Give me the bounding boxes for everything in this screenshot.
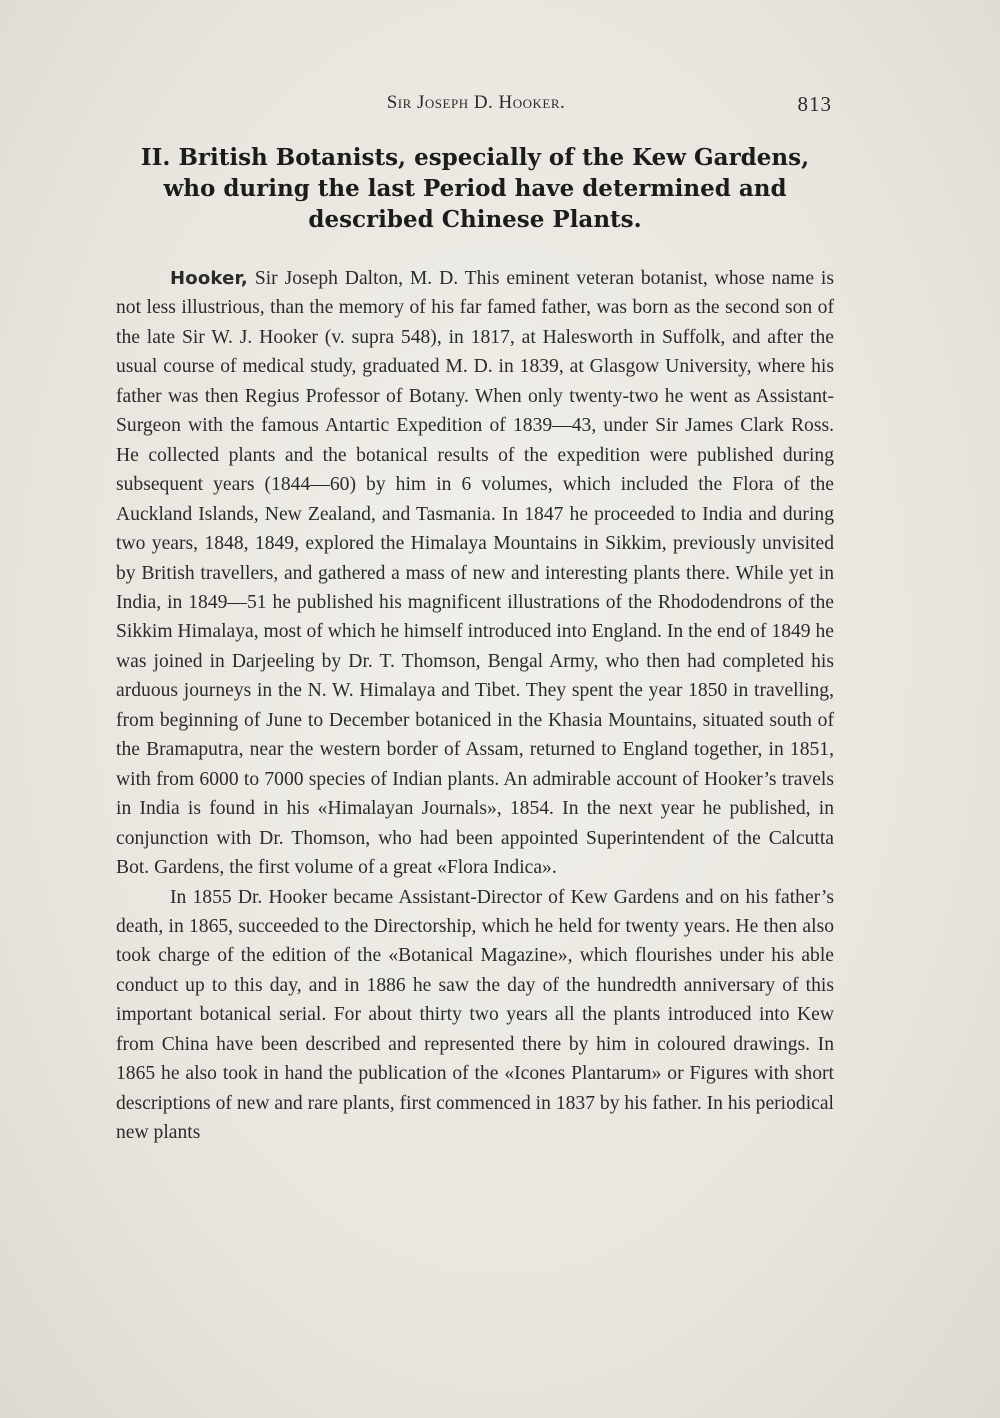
page-number: 813: [797, 92, 832, 116]
paragraph-1: [116, 264, 834, 883]
running-head: [120, 92, 832, 122]
paragraph-2: In 1855 Dr. Hooker became Assistant-Director of Kew Gardens and on his father’s death, in 1865, succeeded to the Directorship, which he held for twenty years. He then also took charge of the edition of the «Botanical Magazine», which flourishes under his able conduct up to this day, and in 1886 he saw the day of the hundredth anniversary of this important botanical serial. For about thirty two years all the plants introduced into Kew from China have been described and represented there by him in coloured drawings. In 1865 he also took in hand the publication of the «Icones Plantarum» or Figures with short descriptions of new and rare plants, first commenced in 1837 by his father. In his periodical new plants: [116, 886, 834, 1144]
section-heading: [110, 142, 840, 235]
paragraph-1-text: Sir Joseph Dalton, M. D. This eminent veteran botanist, whose name is not less illustrious, than the memory of his far famed father, was born as the second son of the late Sir W. J. Hooker (v. supra 548), in 1817, at Halesworth in Suffolk, and after the usual course of medical study, graduated M. D. in 1839, at Glasgow University, where his father was then Regius Professor of Botany. When only twenty-two he went as Assistant-Surgeon with the famous Antartic Expedition of 1839—43, under Sir James Clark Ross. He collected plants and the botanical results of the expedition were published during subsequent years (1844—60) by him in 6 volumes, which included the Flora of the Auckland Islands, New Zealand, and Tasmania. In 1847 he proceeded to India and during two years, 1848, 1849, explored the Himalaya Mountains in Sikkim, previously unvisited by British travellers, and gathered a mass of new and interesting plants there. While yet in India, in 1849—51 he published his magnificent illustrations of the Rhododendrons of the Sikkim Himalaya, most of which he himself introduced into England. In the end of 1849 he was joined in Darjeeling by Dr. T. Thomson, Bengal Army, who then had completed his arduous journeys in the N. W. Himalaya and Tibet. They spent the year 1850 in travelling, from beginning of June to December botaniced in the Khasia Mountains, situated south of the Bramaputra, near the western border of Assam, returned to England together, in 1851, with from 6000 to 7000 species of Indian plants. An admirable account of Hooker’s travels in India is found in his «Himalayan Journals», 1854. In the next year he published, in conjunction with Dr. Thomson, who had been appointed Superintendent of the Calcutta Bot. Gardens, the first volume of a great «Flora Indica».: [116, 268, 834, 879]
heading-line-2: who during the last Period have determined and: [163, 175, 787, 202]
heading-line-1: II. British Botanists, especially of the Kew Gardens,: [140, 144, 810, 171]
body-text: [116, 264, 834, 1148]
running-title: Sir Joseph D. Hooker.: [386, 92, 566, 113]
entry-name: Hooker,: [170, 268, 248, 289]
heading-line-3: described Chinese Plants.: [308, 206, 642, 233]
